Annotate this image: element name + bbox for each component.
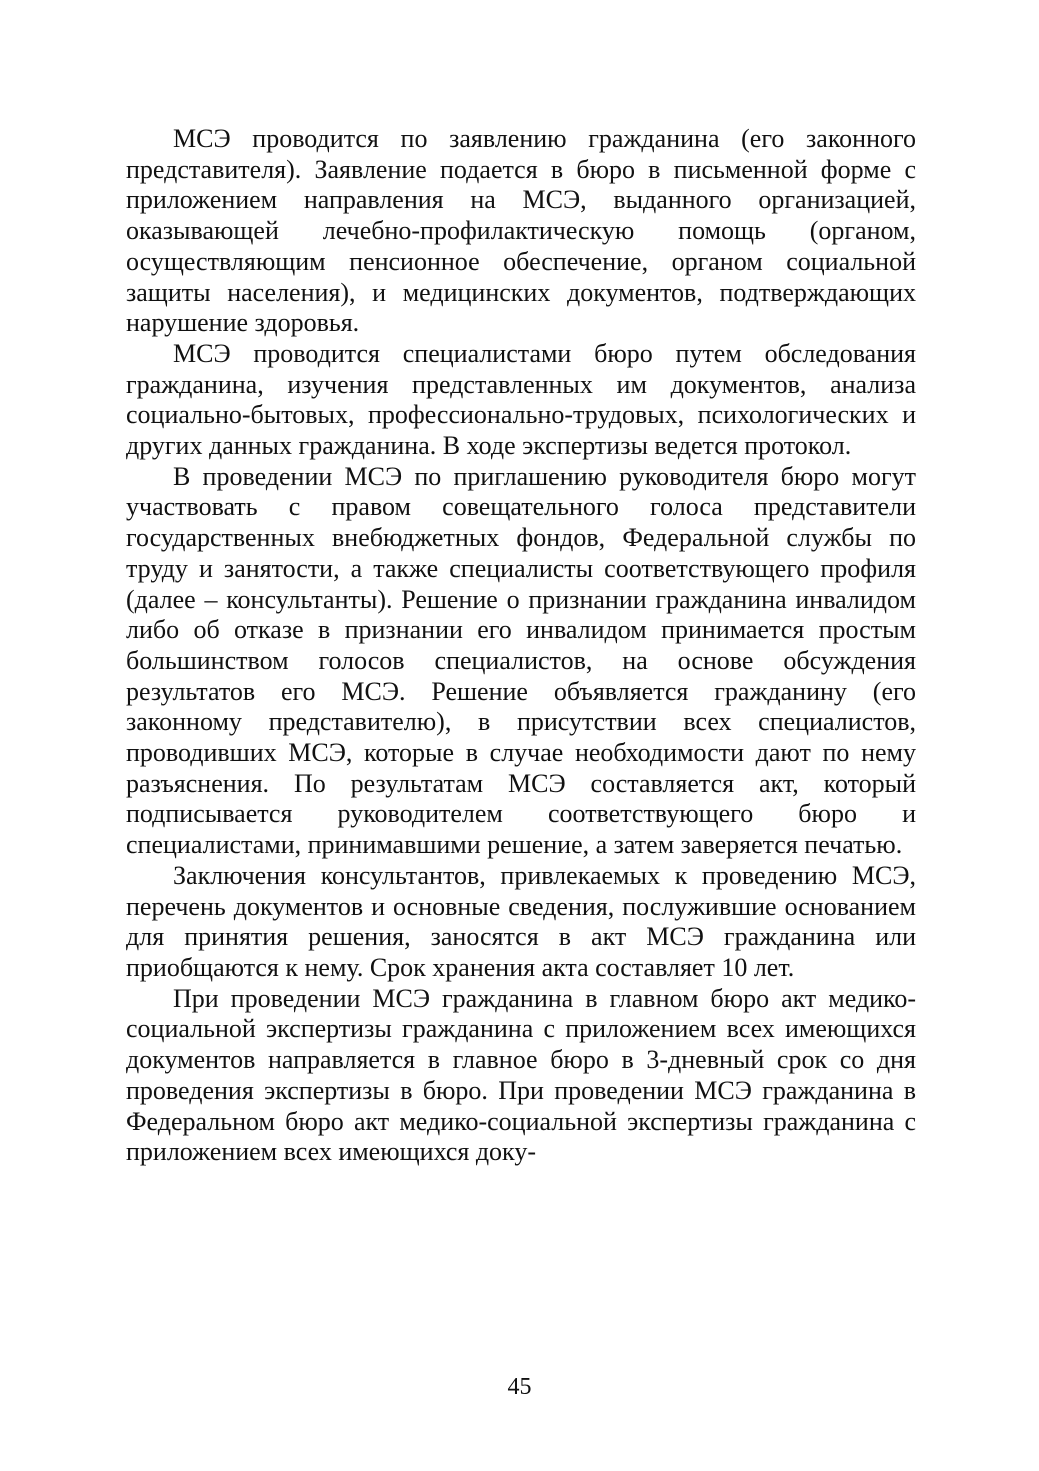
paragraph-main-bureau: При проведении МСЭ гражданина в главном бюро акт медико-социальной экспертизы гражданина с приложением всех имеющихся документов направляется в главное бюро в 3-дневный срок со дня проведения экспертизы в бюро. При проведении МСЭ гражданина в Федеральном бюро акт медико-социальной экспертизы гражданина с приложением всех имеющихся доку- xyxy=(126,983,916,1167)
paragraph-examination: МСЭ проводится специалистами бюро путем обследования гражданина, изучения представленных им документов, анализа социально-бытовых, профессионально-трудовых, психологических и других данных гражданина. В ходе экспертизы ведется протокол. xyxy=(126,338,916,461)
page-number: 45 xyxy=(507,1374,532,1400)
paragraph-consultants-decision: В проведении МСЭ по приглашению руководителя бюро могут участвовать с правом совещательного голоса представители государственных внебюджетных фондов, Федеральной службы по труду и занятости, а также специалисты соответствующего профиля (далее – консультанты). Решение о признании гражданина инвалидом либо об отказе в признании его инвалидом принимается простым большинством голосов специалистов, на основе обсуждения результатов его МСЭ. Решение объявляется гражданину (его законному представителю), в присутствии всех специалистов, проводивших МСЭ, которые в случае необходимости дают по нему разъяснения. По результатам МСЭ составляется акт, который подписывается руководителем соответствующего бюро и специалистами, принимавшими решение, а затем заверяется печатью. xyxy=(126,461,916,860)
paragraph-act-storage: Заключения консультантов, привлекаемых к проведению МСЭ, перечень документов и основные сведения, послужившие основанием для принятия решения, заносятся в акт МСЭ гражданина или приобщаются к нему. Срок хранения акта составляет 10 лет. xyxy=(126,860,916,982)
page-body xyxy=(126,124,916,1168)
paragraph-application: МСЭ проводится по заявлению гражданина (его законного представителя). Заявление подается в бюро в письменной форме с приложением направления на МСЭ, выданного организацией, оказывающей лечебно-профилактическую помощь (органом, осуществляющим пенсионное обеспечение, органом социальной защиты населения), и медицинских документов, подтверждающих нарушение здоровья. xyxy=(126,124,916,338)
